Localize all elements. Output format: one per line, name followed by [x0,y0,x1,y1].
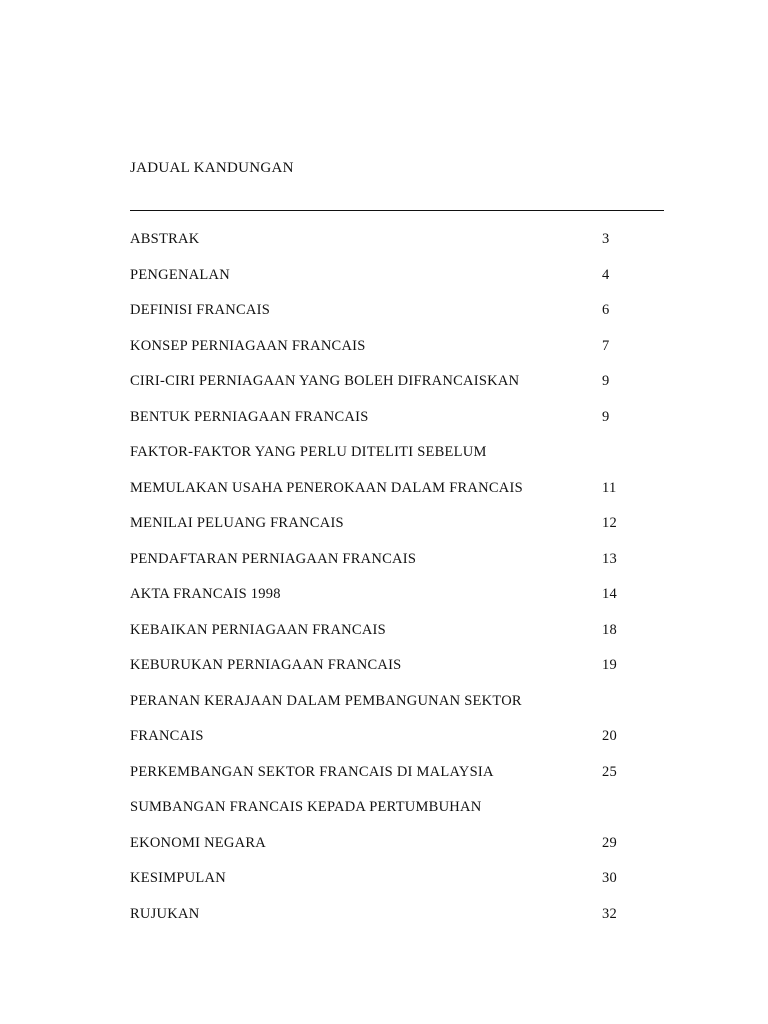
toc-entry-title: KESIMPULAN [130,870,226,886]
toc-entry-page: 7 [602,337,610,354]
toc-entry [130,833,664,869]
toc-entry-title: MENILAI PELUANG FRANCAIS [130,515,344,531]
toc-entry-title: ABSTRAK [130,231,200,247]
toc-entry [130,229,664,265]
toc-entry-page: 3 [602,231,610,247]
toc-entry-title: KONSEP PERNIAGAAN FRANCAIS [130,337,366,354]
toc-entry-page: 9 [602,408,610,425]
toc-entry-title: RUJUKAN [130,905,200,922]
toc-entry [130,549,664,585]
toc-entry-page: 18 [602,621,617,638]
toc-entry-page: 4 [602,266,610,283]
toc-entry-title: FRANCAIS [130,728,204,744]
toc-entry [130,584,664,620]
toc-entry-title: EKONOMI NEGARA [130,834,267,851]
toc-entry [130,265,664,301]
toc-entry [130,620,664,656]
toc-entry-title: KEBURUKAN PERNIAGAAN FRANCAIS [130,657,402,673]
toc-entry-page: 30 [602,870,617,886]
toc-entry [130,371,664,407]
toc-entry-title: MEMULAKAN USAHA PENEROKAAN DALAM FRANCAIS [130,479,523,496]
heading-divider [130,210,664,211]
toc-entry-title: BENTUK PERNIAGAAN FRANCAIS [130,408,369,425]
toc-entry-page: 11 [602,479,617,496]
toc-entry-title: FAKTOR-FAKTOR YANG PERLU DITELITI SEBELUM [130,444,487,460]
toc-entry-page: 25 [602,763,617,780]
toc-entry [130,407,664,443]
toc-entry-page: 12 [602,515,617,531]
toc-entry-page: 13 [602,550,617,567]
toc-entry-page: 9 [602,373,610,389]
toc-entry [130,478,664,514]
toc-entry-page: 19 [602,657,617,673]
toc-entry [130,655,664,691]
toc-entry-title: PENDAFTARAN PERNIAGAAN FRANCAIS [130,550,417,567]
toc-entry [130,904,664,940]
toc-entry [130,442,664,478]
toc-entry [130,513,664,549]
toc-entry-title: AKTA FRANCAIS 1998 [130,586,281,602]
toc-entry-page: 29 [602,834,617,851]
table-of-contents [130,229,664,939]
toc-entry [130,868,664,904]
toc-entry-title: KEBAIKAN PERNIAGAAN FRANCAIS [130,621,386,638]
toc-entry-title: PERKEMBANGAN SEKTOR FRANCAIS DI MALAYSIA [130,763,494,780]
toc-entry-page: 20 [602,728,617,744]
toc-entry-page: 6 [602,302,610,318]
toc-entry [130,797,664,833]
page-title: JADUAL KANDUNGAN [130,160,294,176]
toc-entry-title: CIRI-CIRI PERNIAGAAN YANG BOLEH DIFRANCAISKAN [130,373,520,389]
toc-entry-title: SUMBANGAN FRANCAIS KEPADA PERTUMBUHAN [130,799,482,815]
toc-entry [130,691,664,727]
toc-entry [130,762,664,798]
toc-entry-page: 32 [602,905,617,922]
toc-entry-title: DEFINISI FRANCAIS [130,302,271,318]
toc-entry [130,300,664,336]
toc-entry [130,726,664,762]
toc-entry-title: PERANAN KERAJAAN DALAM PEMBANGUNAN SEKTOR [130,692,522,709]
toc-entry-page: 14 [602,586,617,602]
toc-entry [130,336,664,372]
toc-entry-title: PENGENALAN [130,266,230,283]
